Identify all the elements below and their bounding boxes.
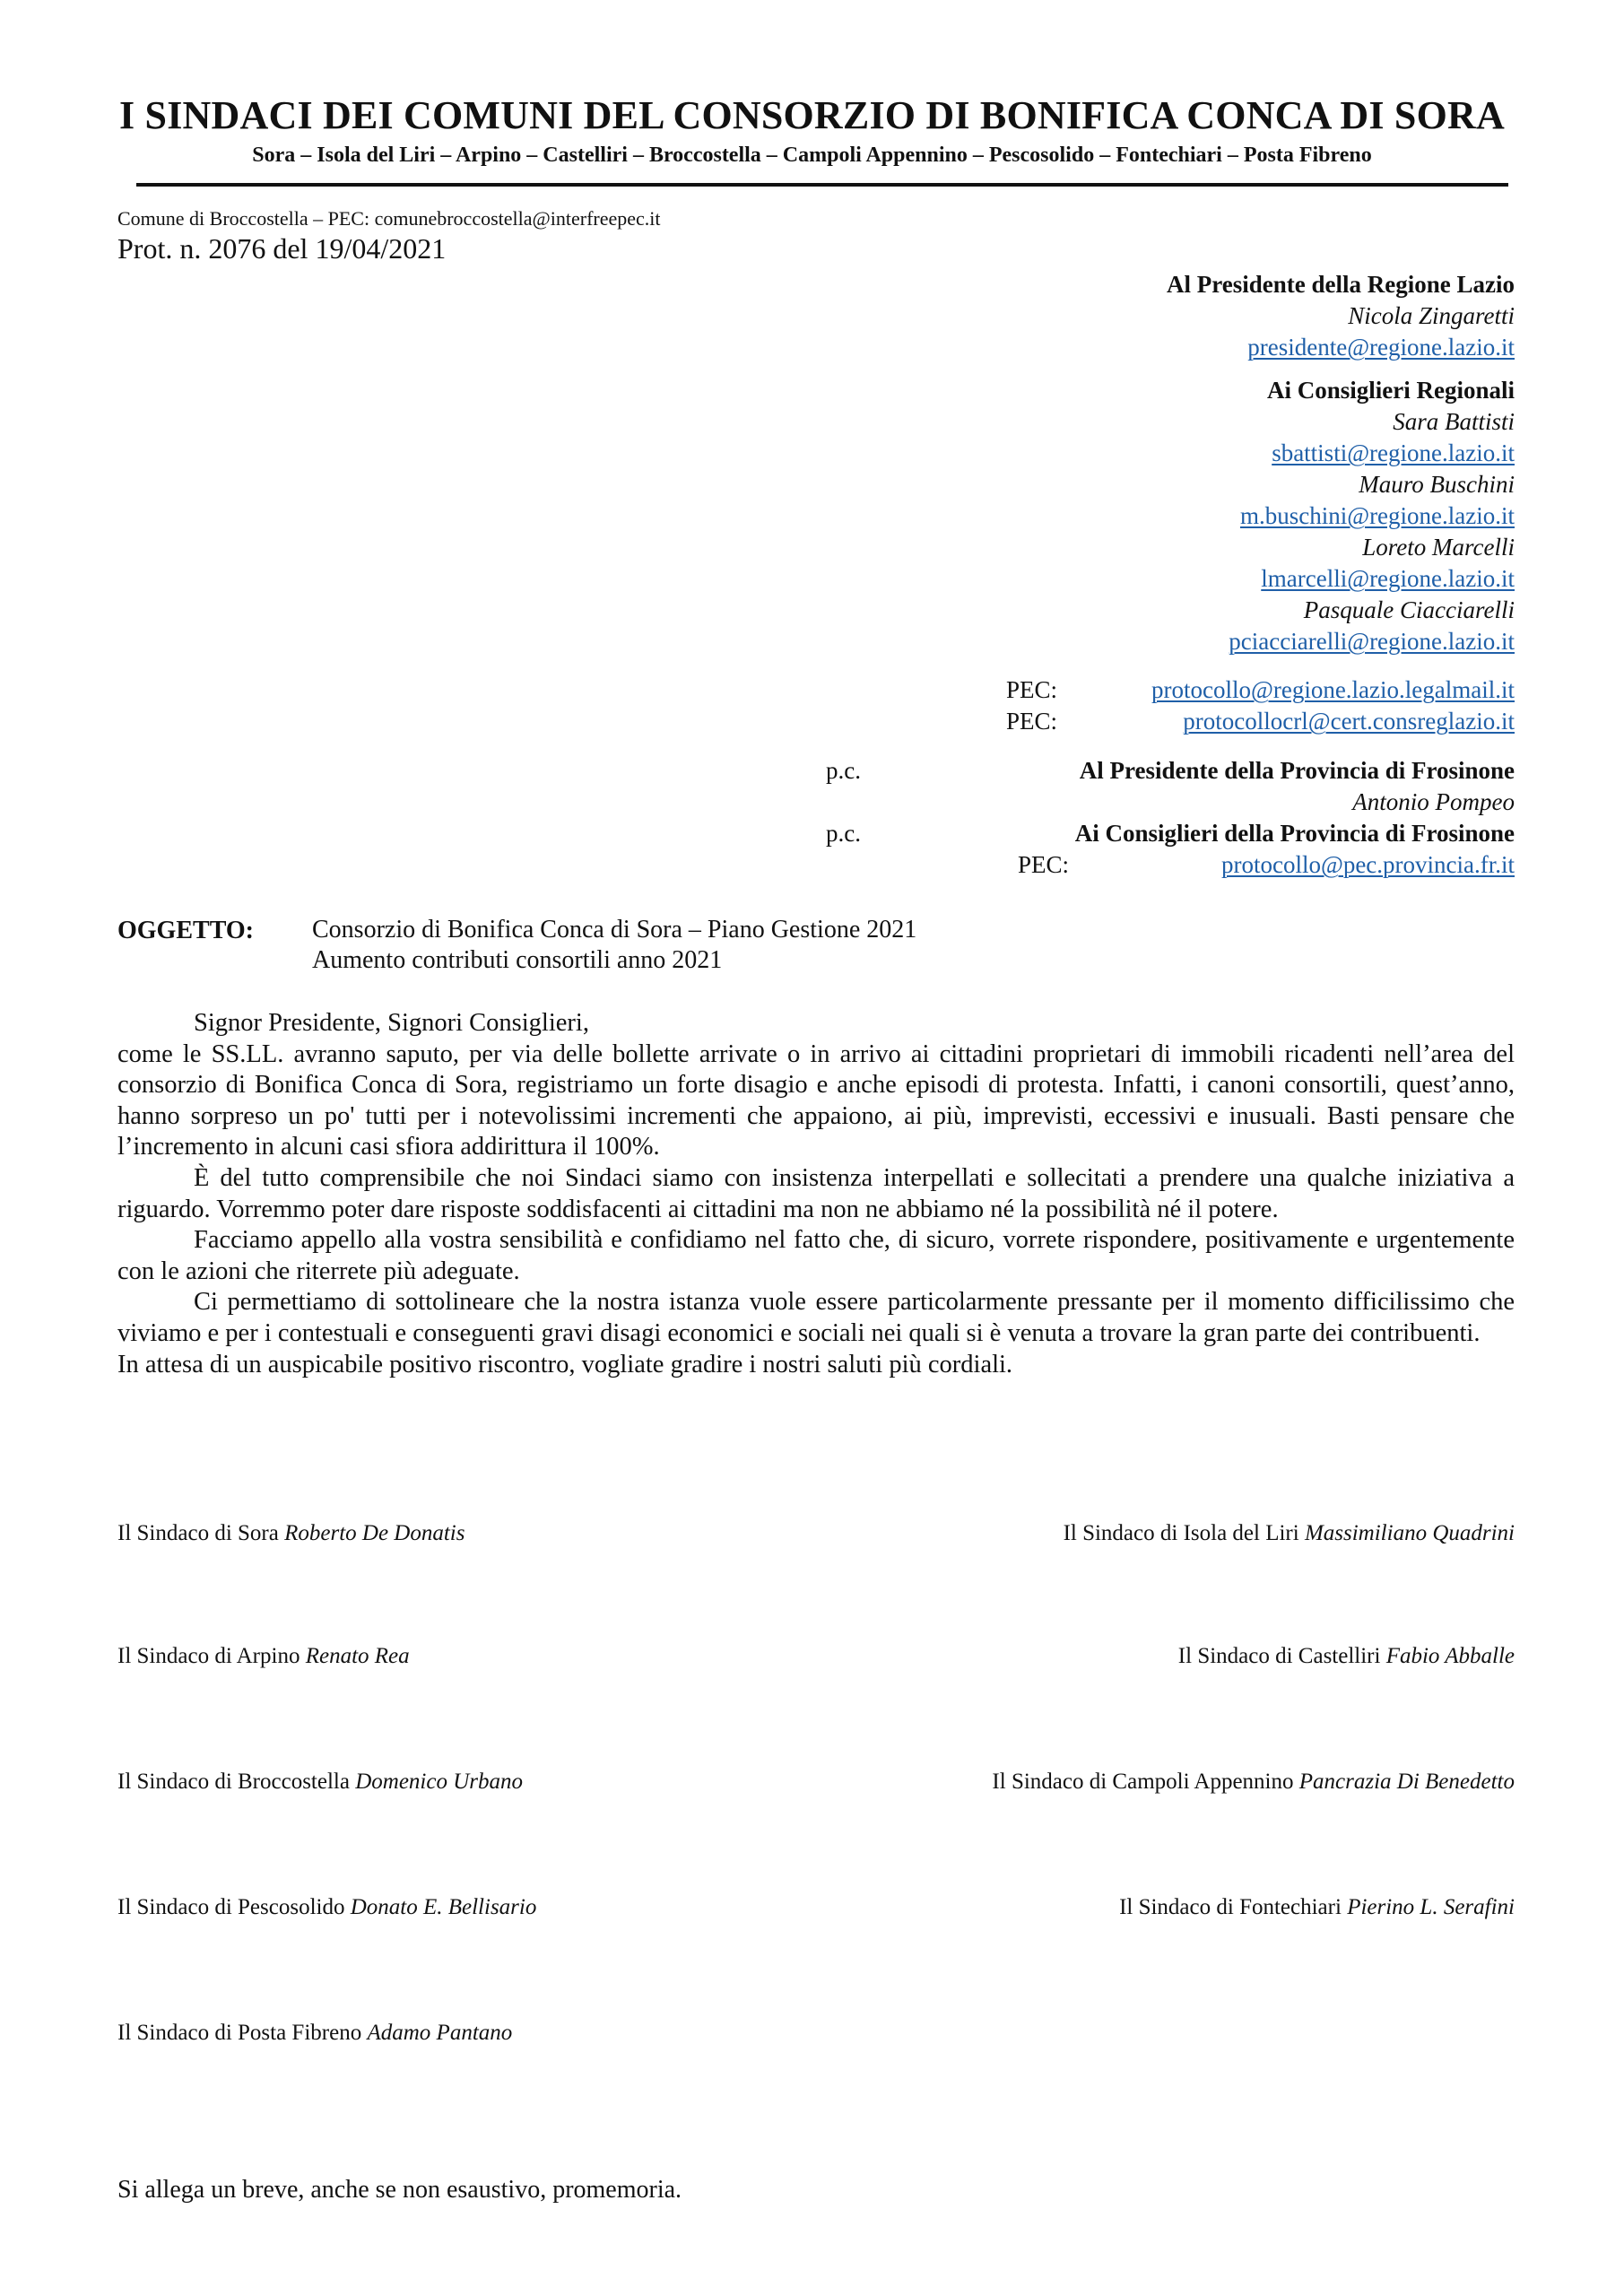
signature-arpino <box>117 1643 410 1670</box>
signature-name: Adamo Pantano <box>367 2021 513 2045</box>
councillor-name: Mauro Buschini <box>1359 471 1515 498</box>
cc-prefix: p.c. <box>826 757 861 784</box>
cc-recipient-title: Al Presidente della Provincia di Frosinone <box>1079 757 1515 784</box>
councillor-email[interactable]: sbattisti@regione.lazio.it <box>1272 439 1515 466</box>
salutation: Signor Presidente, Signori Consiglieri, <box>194 1009 589 1037</box>
signature-role: Il Sindaco di Sora <box>117 1521 279 1545</box>
signature-name: Pierino L. Serafini <box>1347 1895 1515 1919</box>
councillor-name: Sara Battisti <box>1393 408 1515 435</box>
attachment-note: Si allega un breve, anche se non esaustivo, promemoria. <box>117 2176 682 2204</box>
signature-isola-del-liri <box>1064 1520 1515 1547</box>
signature-role: Il Sindaco di Fontechiari <box>1119 1895 1342 1919</box>
signature-role: Il Sindaco di Isola del Liri <box>1063 1521 1299 1545</box>
signature-role: Il Sindaco di Campoli Appennino <box>992 1770 1294 1794</box>
councillor-email[interactable]: lmarcelli@regione.lazio.it <box>1261 565 1515 592</box>
protocol-number: Prot. n. 2076 del 19/04/2021 <box>117 232 447 265</box>
subject-label: OGGETTO: <box>117 917 254 944</box>
pec-email[interactable]: protocollo@regione.lazio.legalmail.it <box>1151 676 1515 703</box>
recipient-president-name: Nicola Zingaretti <box>1348 302 1515 329</box>
signature-name: Domenico Urbano <box>355 1770 523 1794</box>
signature-fontechiari <box>1119 1894 1515 1921</box>
subject-line-1: Consorzio di Bonifica Conca di Sora – Piano Gestione 2021 <box>312 916 917 944</box>
pec-label: PEC: <box>1006 708 1058 735</box>
letterhead-title: I SINDACI DEI COMUNI DEL CONSORZIO DI BONIFICA CONCA DI SORA <box>119 93 1505 137</box>
cc-prefix: p.c. <box>826 820 861 847</box>
body-paragraph: Ci permettiamo di sottolineare che la nostra istanza vuole essere particolarmente pressante per il momento difficilissimo che viviamo e per i contestuali e conseguenti gravi disagi economici e sociali nei quali si è venuta a trovare la gran parte dei contribuenti. <box>117 1288 1515 1347</box>
recipients-block <box>708 269 1515 657</box>
signature-name: Donato E. Bellisario <box>350 1895 537 1919</box>
letterhead-divider <box>136 183 1508 187</box>
signature-broccostella <box>117 1769 523 1796</box>
body-paragraph: È del tutto comprensibile che noi Sindaci siamo con insistenza interpellati e sollecitati a prendere una qualche iniziativa a riguardo. Vorremmo poter dare risposte soddisfacenti ai cittadini ma non ne abbiamo né la possibilità né il potere. <box>117 1163 1515 1223</box>
letterhead-municipalities: Sora – Isola del Liri – Arpino – Castelliri – Broccostella – Campoli Appennino – Pescosolido – Fontechiari – Posta Fibreno <box>252 144 1372 167</box>
signature-name: Fabio Abballe <box>1385 1644 1515 1668</box>
pec-label: PEC: <box>1018 851 1070 878</box>
signature-sora <box>117 1520 465 1547</box>
subject-text <box>312 915 916 976</box>
signature-name: Pancrazia Di Benedetto <box>1298 1770 1515 1794</box>
recipient-president-title: Al Presidente della Regione Lazio <box>1167 271 1515 298</box>
pec-email[interactable]: protocollo@pec.provincia.fr.it <box>1220 851 1515 878</box>
closing-line: In attesa di un auspicabile positivo riscontro, vogliate gradire i nostri saluti più cordiali. <box>117 1350 1013 1378</box>
pec-row <box>1006 674 1515 706</box>
councillor-name: Loreto Marcelli <box>1362 534 1515 561</box>
councillor-email[interactable]: m.buschini@regione.lazio.it <box>1239 502 1515 529</box>
spacer <box>708 363 1515 375</box>
signature-campoli-appennino <box>992 1769 1515 1796</box>
signature-role: Il Sindaco di Arpino <box>117 1644 300 1668</box>
signature-castelliri <box>1178 1643 1515 1670</box>
councillor-email[interactable]: pciacciarelli@regione.lazio.it <box>1229 628 1515 655</box>
letter-body <box>117 1008 1515 1380</box>
subject-line-2: Aumento contributi consortili anno 2021 <box>312 946 723 974</box>
signature-posta-fibreno <box>117 2020 512 2047</box>
signature-name: Massimiliano Quadrini <box>1304 1521 1515 1545</box>
signature-name: Roberto De Donatis <box>284 1521 465 1545</box>
pec-row <box>1018 849 1515 881</box>
cc-recipient-title: Ai Consiglieri della Provincia di Frosinone <box>1074 820 1515 847</box>
recipient-councillors-title: Ai Consiglieri Regionali <box>1267 377 1515 404</box>
signature-name: Renato Rea <box>305 1644 410 1668</box>
signature-role: Il Sindaco di Castelliri <box>1177 1644 1381 1668</box>
signature-role: Il Sindaco di Pescosolido <box>117 1895 345 1919</box>
body-paragraph: Facciamo appello alla vostra sensibilità e confidiamo nel fatto che, di sicuro, vorrete rispondere, positivamente e urgentemente con le azioni che riterrete più adeguate. <box>117 1226 1515 1285</box>
cc-recipient-name: Antonio Pompeo <box>1352 788 1515 815</box>
sender-line: Comune di Broccostella – PEC: comunebroccostella@interfreepec.it <box>117 207 661 230</box>
recipient-president-email[interactable]: presidente@regione.lazio.it <box>1247 334 1515 361</box>
signature-role: Il Sindaco di Broccostella <box>117 1770 350 1794</box>
pec-label: PEC: <box>1006 676 1058 703</box>
pec-email[interactable]: protocollocrl@cert.consreglazio.it <box>1183 708 1515 735</box>
signature-pescosolido <box>117 1894 536 1921</box>
signature-role: Il Sindaco di Posta Fibreno <box>117 2021 362 2045</box>
councillor-name: Pasquale Ciacciarelli <box>1303 596 1515 623</box>
pec-row <box>1006 706 1515 737</box>
body-paragraph: come le SS.LL. avranno saputo, per via delle bollette arrivate o in arrivo ai cittadini proprietari di immobili ricadenti nell’area del consorzio di Bonifica Conca di Sora, registriamo un forte disagio e anche episodi di protesta. Infatti, i canoni consortili, quest’anno, hanno sorpreso un po' tutti per i notevolissimi incrementi che appaiono, ai più, imprevisti, eccessivi e inusuali. Basti pensare che l’incremento in alcuni casi sfiora addirittura il 100%. <box>117 1039 1515 1161</box>
